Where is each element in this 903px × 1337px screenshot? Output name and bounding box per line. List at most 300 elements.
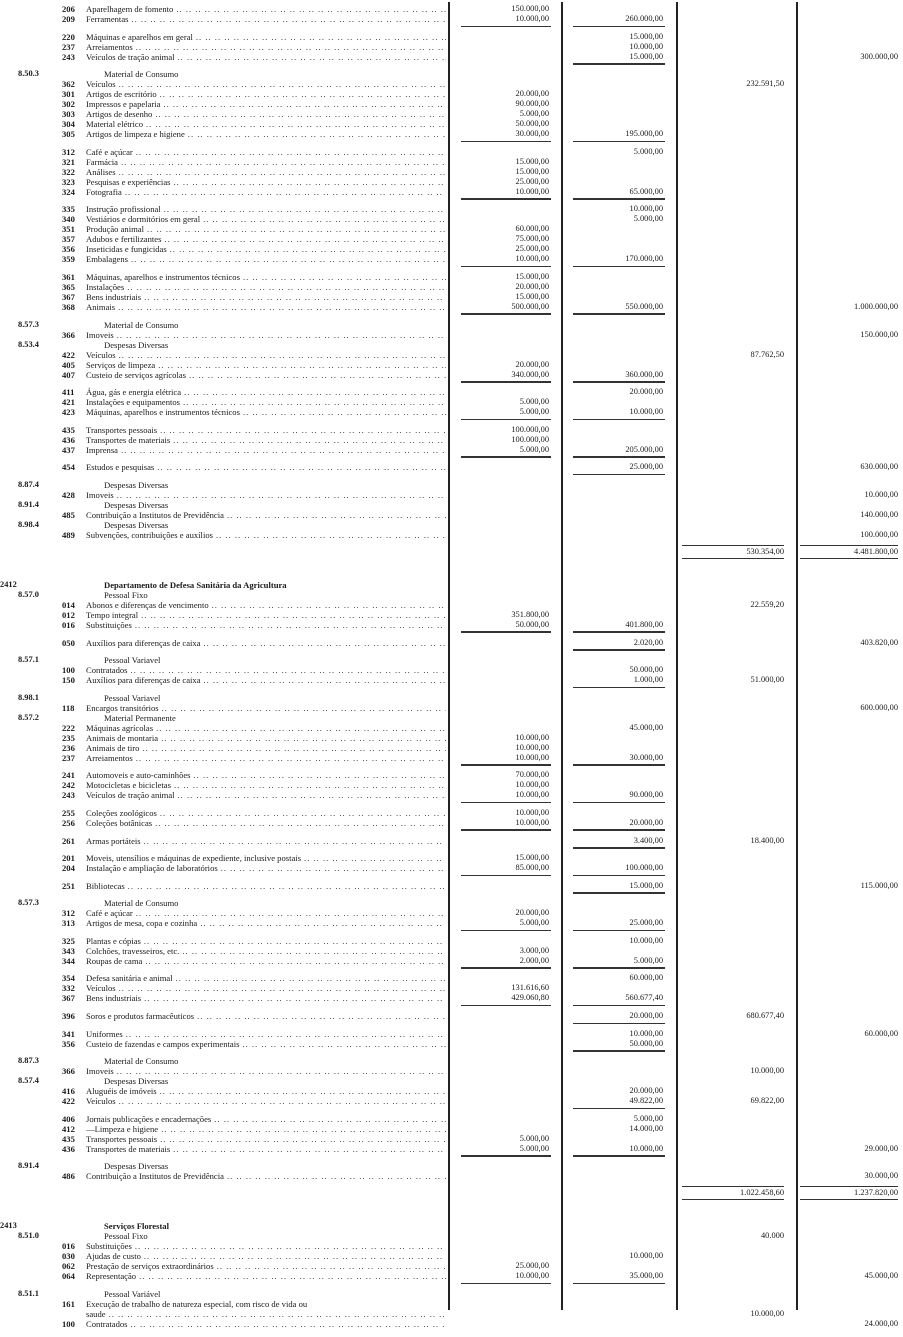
dot-leader (217, 1261, 446, 1271)
amount-column-2: 360.000,00 (567, 370, 663, 380)
section-heading-row (0, 320, 903, 330)
amount-column-1: 5.000,00 (519, 397, 549, 407)
item-code: 344 (62, 955, 75, 966)
item-code: 312 (62, 908, 75, 919)
item-code: 014 (62, 599, 75, 610)
item-code: 356 (62, 244, 75, 255)
dot-leader (174, 780, 446, 790)
item-code: 412 (62, 1123, 75, 1134)
amount-column-1: 5.000,00 (455, 445, 549, 455)
item-description (86, 723, 446, 733)
description-text: Veículos de tração animal (86, 790, 175, 801)
table-row (0, 918, 903, 928)
amount-column-4: 24.000,00 (864, 1319, 898, 1329)
description-text: Veículos (86, 349, 116, 360)
amount-column-1: 429.060,80 (455, 993, 549, 1003)
dot-leader (131, 254, 446, 264)
line-group (0, 462, 903, 472)
table-row (0, 1251, 903, 1261)
dot-leader (183, 397, 446, 407)
amount-column-1: 5.000,00 (455, 407, 549, 417)
amount-column-4: 630.000,00 (860, 462, 898, 472)
line-group (0, 147, 903, 197)
description-text: Defesa sanitária e animal (86, 973, 173, 984)
table-row (0, 530, 903, 540)
amount-column-2: 10.000,00 (629, 1028, 663, 1038)
table-row (0, 1029, 903, 1039)
table-row (0, 109, 903, 119)
section-heading-row (0, 69, 903, 79)
description-text: Vestiários e dormitórios em geral (86, 214, 201, 225)
item-code: 407 (62, 369, 75, 380)
item-description (104, 1231, 464, 1241)
line-group (0, 1221, 903, 1281)
dot-leader (243, 407, 446, 417)
amount-column-1: 10.000,00 (515, 732, 549, 742)
description-text: Despesas Diversas (104, 499, 169, 510)
amount-column-1: 20.000,00 (515, 908, 549, 918)
dot-leader (119, 1096, 446, 1106)
dot-leader (135, 1241, 446, 1251)
item-description (86, 370, 446, 380)
item-code: 428 (62, 489, 75, 500)
amount-column-4: 140.000,00 (860, 509, 898, 519)
section-heading-row (0, 500, 903, 510)
item-code: 341 (62, 1028, 75, 1039)
item-description (104, 320, 464, 330)
table-row (0, 675, 903, 685)
item-description (86, 973, 446, 983)
dot-leader (304, 853, 446, 863)
dot-leader (128, 881, 446, 891)
item-description (86, 330, 446, 340)
amount-column-1: 15.000,00 (515, 156, 549, 166)
description-text: Substituições (86, 1241, 132, 1252)
amount-column-1: 70.000,00 (515, 770, 549, 780)
item-code: 406 (62, 1113, 75, 1124)
description-text: Inseticidas e fungicidas (86, 244, 167, 255)
item-code: 332 (62, 983, 75, 994)
table-row (0, 129, 903, 139)
item-code: 255 (62, 807, 75, 818)
section-code: 8.57.2 (18, 712, 39, 722)
amount-column-1: 10.000,00 (455, 14, 549, 24)
table-row (0, 14, 903, 24)
description-text: Máquinas, aparelhos e instrumentos técnicos (86, 271, 240, 282)
item-description (86, 983, 446, 993)
description-text: Prestação de serviços extraordinários (86, 1261, 214, 1272)
item-description (86, 282, 446, 292)
item-code: 118 (62, 702, 75, 713)
item-description (86, 1114, 446, 1124)
description-text: Embalagens (86, 254, 128, 265)
item-code: 366 (62, 329, 75, 340)
item-code: 324 (62, 186, 75, 197)
table-row (0, 292, 903, 302)
section-heading-row (0, 1056, 903, 1066)
item-code: 489 (62, 529, 75, 540)
line-group (0, 770, 903, 800)
item-description (86, 79, 446, 89)
item-code: 012 (62, 609, 75, 620)
item-description (86, 1029, 446, 1039)
table-row (0, 397, 903, 407)
table-row (0, 490, 903, 500)
amount-column-2: 10.000,00 (629, 204, 663, 214)
item-description (86, 1134, 446, 1144)
amount-column-1: 150.000,00 (511, 4, 549, 13)
dot-leader (144, 292, 446, 302)
item-code: 241 (62, 770, 75, 781)
amount-column-2: 5.000,00 (633, 1113, 663, 1123)
department-heading-row (0, 1221, 903, 1231)
table-row (0, 1271, 903, 1281)
table-row (0, 435, 903, 445)
section-heading-row (0, 480, 903, 490)
amount-column-1: 10.000,00 (455, 187, 549, 197)
description-text: Animais de tiro (86, 742, 140, 753)
item-code: 243 (62, 51, 75, 62)
amount-column-1: 5.000,00 (519, 109, 549, 119)
item-code: 435 (62, 424, 75, 435)
item-description (86, 425, 446, 435)
item-code: 423 (62, 407, 75, 418)
dot-leader (196, 32, 446, 42)
item-description (104, 693, 464, 703)
department-code: 2412 (0, 579, 17, 589)
section-code: 8.57.0 (18, 589, 39, 599)
table-row (0, 350, 903, 360)
description-text: Tempo integral (86, 609, 139, 620)
item-code: 201 (62, 853, 75, 864)
amount-column-3: 680.677,40 (746, 1011, 784, 1021)
table-row (0, 42, 903, 52)
dot-leader (119, 167, 446, 177)
table-row (0, 224, 903, 234)
amount-column-1: 50.000,00 (515, 119, 549, 129)
amount-column-1: 15.000,00 (515, 291, 549, 301)
amount-column-2: 2.020,00 (567, 638, 663, 648)
description-text: Contribuição a Institutos de Previdência (86, 509, 224, 520)
dot-leader (131, 665, 446, 675)
description-text: Soros e produtos farmacêuticos (86, 1011, 195, 1022)
amount-column-4: 600.000,00 (860, 702, 898, 712)
item-code: 340 (62, 214, 75, 225)
amount-column-2: 65.000,00 (567, 187, 663, 197)
item-description (86, 407, 446, 417)
amount-column-1: 10.000,00 (455, 790, 549, 800)
amount-column-3: 69.822,00 (750, 1096, 784, 1106)
dot-leader (157, 462, 446, 472)
item-description (86, 1096, 446, 1106)
amount-column-2: 90.000,00 (567, 790, 663, 800)
table-row (0, 610, 903, 620)
description-text: Aparelhagem de fomento (86, 4, 174, 14)
item-description (86, 224, 446, 234)
table-row (0, 52, 903, 62)
amount-column-3: 232.591,50 (746, 79, 784, 89)
table-row (0, 665, 903, 675)
section-heading-row (0, 1076, 903, 1086)
item-code: 303 (62, 109, 75, 120)
description-text: Material elétrico (86, 119, 144, 130)
table-row (0, 946, 903, 956)
item-code: 486 (62, 1171, 75, 1182)
item-code: 100 (62, 1319, 75, 1330)
amount-column-1: 5.000,00 (519, 1133, 549, 1143)
description-text: Coleções botânicas (86, 817, 153, 828)
amount-column-2: 20.000,00 (567, 818, 663, 828)
amount-column-1: 25.000,00 (515, 1261, 549, 1271)
table-row (0, 1039, 903, 1049)
description-text: Café e açúcar (86, 908, 133, 919)
item-description (104, 1076, 464, 1086)
amount-column-3: 10.000,00 (750, 1309, 784, 1319)
section-heading-row (0, 1231, 903, 1241)
dot-leader (176, 4, 446, 14)
description-text: Arreiamentos (86, 41, 133, 52)
dot-leader (197, 1011, 446, 1021)
item-description (104, 500, 464, 510)
item-description (104, 1056, 464, 1066)
description-text: Máquinas agrícolas (86, 722, 154, 733)
item-description (86, 1271, 446, 1281)
table-row (0, 1309, 903, 1319)
line-group (0, 693, 903, 763)
item-code: 204 (62, 863, 75, 874)
dot-leader (144, 836, 446, 846)
dot-leader (144, 936, 446, 946)
amount-column-1: 20.000,00 (515, 89, 549, 99)
table-row (0, 973, 903, 983)
dot-leader (203, 214, 446, 224)
dot-leader (176, 973, 446, 983)
dot-leader (136, 42, 446, 52)
item-description (86, 956, 446, 966)
item-description (86, 167, 446, 177)
line-group (0, 387, 903, 417)
dot-leader (163, 99, 446, 109)
description-text: Pessoal Fixo (104, 589, 148, 600)
description-text: Contratados (86, 665, 128, 676)
item-description (86, 109, 446, 119)
item-code: 236 (62, 742, 75, 753)
description-text: Adubos e fertilizantes (86, 234, 162, 245)
item-description (86, 272, 446, 282)
description-text: Máquinas, aparelhos e instrumentos técnicos (86, 407, 240, 418)
amount-column-2: 25.000,00 (567, 918, 663, 928)
table-row (0, 853, 903, 863)
amount-column-2: 1.000,00 (567, 675, 663, 685)
dot-leader (117, 330, 446, 340)
item-code: 357 (62, 234, 75, 245)
description-text: Impressos e papelaria (86, 99, 161, 110)
amount-column-1: 10.000,00 (515, 807, 549, 817)
description-text: Café e açúcar (86, 146, 133, 157)
item-code: 242 (62, 780, 75, 791)
total-group (0, 1189, 903, 1199)
description-text: Jornais publicações e encadernações (86, 1113, 212, 1124)
item-description (86, 1299, 446, 1309)
table-row (0, 1189, 903, 1199)
dot-leader (144, 1251, 446, 1261)
section-code: 8.53.4 (18, 339, 39, 349)
table-row (0, 177, 903, 187)
budget-table (0, 4, 903, 1337)
item-code: 365 (62, 281, 75, 292)
amount-column-1: 2.000,00 (455, 956, 549, 966)
amount-column-2: 10.000,00 (629, 1251, 663, 1261)
description-text: Aluguéis de imóveis (86, 1086, 157, 1097)
dot-leader (189, 370, 446, 380)
table-row (0, 214, 903, 224)
item-description (86, 665, 446, 675)
item-code: 362 (62, 79, 75, 90)
description-text: Artigos de limpeza e higiene (86, 129, 185, 140)
item-description (86, 187, 446, 197)
item-code: 062 (62, 1261, 75, 1272)
item-description (86, 881, 446, 891)
description-text: Serviços Florestal (104, 1221, 169, 1232)
amount-column-2: 560.677,40 (567, 993, 663, 1003)
item-code: 366 (62, 1066, 75, 1077)
description-text: Artigos de escritório (86, 89, 157, 100)
section-code: 8.91.4 (18, 1161, 39, 1171)
amount-column-2: 550.000,00 (567, 302, 663, 312)
amount-column-1: 10.000,00 (455, 818, 549, 828)
line-group (0, 808, 903, 828)
table-row (0, 510, 903, 520)
table-row (0, 272, 903, 282)
table-row (0, 770, 903, 780)
amount-column-1: 10.000,00 (515, 780, 549, 790)
amount-column-1: 5.000,00 (455, 918, 549, 928)
description-text: Armas portáteis (86, 835, 141, 846)
section-heading-row (0, 655, 903, 665)
table-row (0, 780, 903, 790)
description-text: Material Permanente (104, 712, 176, 723)
item-code: 030 (62, 1251, 75, 1262)
dot-leader (136, 753, 446, 763)
amount-column-4: 100.000,00 (860, 529, 898, 539)
item-description (86, 119, 446, 129)
dot-leader (212, 600, 446, 610)
item-description (86, 638, 446, 648)
table-row (0, 1171, 903, 1181)
section-heading-row (0, 520, 903, 530)
section-code: 8.57.1 (18, 655, 39, 665)
item-code: 235 (62, 732, 75, 743)
table-row (0, 956, 903, 966)
description-text: Máquinas e aparelhos em geral (86, 31, 193, 42)
item-description (86, 350, 446, 360)
amount-column-2: 20.000,00 (567, 1011, 663, 1021)
description-text: Pessoal Variavel (104, 692, 161, 703)
table-row (0, 1066, 903, 1076)
description-text: Transportes de materiais (86, 434, 171, 445)
dot-leader (173, 435, 446, 445)
item-description (86, 1011, 446, 1021)
amount-column-4: 10.000,00 (864, 489, 898, 499)
item-code: 321 (62, 156, 75, 167)
item-code: 356 (62, 1038, 75, 1049)
item-code: 421 (62, 397, 75, 408)
dot-leader (147, 224, 446, 234)
item-code: 485 (62, 509, 75, 520)
amount-column-1: 20.000,00 (515, 359, 549, 369)
section-code: 8.98.1 (18, 692, 39, 702)
line-group (0, 655, 903, 685)
table-row (0, 157, 903, 167)
item-description (86, 1124, 446, 1134)
item-description (104, 480, 464, 490)
section-code: 8.51.1 (18, 1289, 39, 1299)
description-text: Material de Consumo (104, 1056, 179, 1067)
amount-column-2: 3.400,00 (567, 836, 663, 846)
table-row (0, 863, 903, 873)
description-text: Instalações (86, 281, 125, 292)
item-description (86, 530, 446, 540)
amount-column-3: 1.022.458,60 (682, 1186, 784, 1200)
description-text: Veículos (86, 79, 116, 90)
dot-leader (173, 1144, 446, 1154)
description-text: Instalações e equipamentos (86, 397, 181, 408)
dot-leader (126, 1029, 446, 1039)
description-text: Imprensa (86, 444, 118, 455)
dot-leader (160, 1134, 446, 1144)
description-text: Artigos de desenho (86, 109, 153, 120)
description-text: Farmácia (86, 156, 118, 167)
amount-column-3: 18.400,00 (750, 835, 784, 845)
dot-leader (200, 918, 446, 928)
line-group (0, 320, 903, 380)
description-text: Instalação e ampliação de laboratórios (86, 863, 218, 874)
item-description (86, 1171, 446, 1181)
line-group (0, 1114, 903, 1154)
item-code: 422 (62, 349, 75, 360)
amount-column-3: 22.559,20 (750, 599, 784, 609)
item-description (104, 1161, 464, 1171)
description-text: Transportes pessoais (86, 1133, 158, 1144)
item-description (86, 292, 446, 302)
item-code: 050 (62, 637, 75, 648)
dot-leader (118, 302, 446, 312)
section-code: 8.50.3 (18, 69, 39, 79)
item-description (86, 853, 446, 863)
item-code: 206 (62, 4, 75, 14)
item-code: 343 (62, 945, 75, 956)
item-description (86, 993, 446, 1003)
section-code: 8.57.4 (18, 1076, 39, 1086)
item-description (86, 89, 446, 99)
item-code: 351 (62, 224, 75, 235)
dot-leader (119, 350, 446, 360)
amount-column-1: 10.000,00 (455, 753, 549, 763)
description-text: Despesas Diversas (104, 479, 169, 490)
item-description (86, 445, 446, 455)
item-description (86, 620, 446, 630)
dot-leader (142, 743, 446, 753)
item-description (86, 733, 446, 743)
table-row (0, 1124, 903, 1134)
item-description (86, 936, 446, 946)
description-text: Uniformes (86, 1028, 123, 1039)
table-row (0, 753, 903, 763)
item-code: 368 (62, 301, 75, 312)
table-row (0, 370, 903, 380)
table-row (0, 620, 903, 630)
section-heading-row (0, 590, 903, 600)
